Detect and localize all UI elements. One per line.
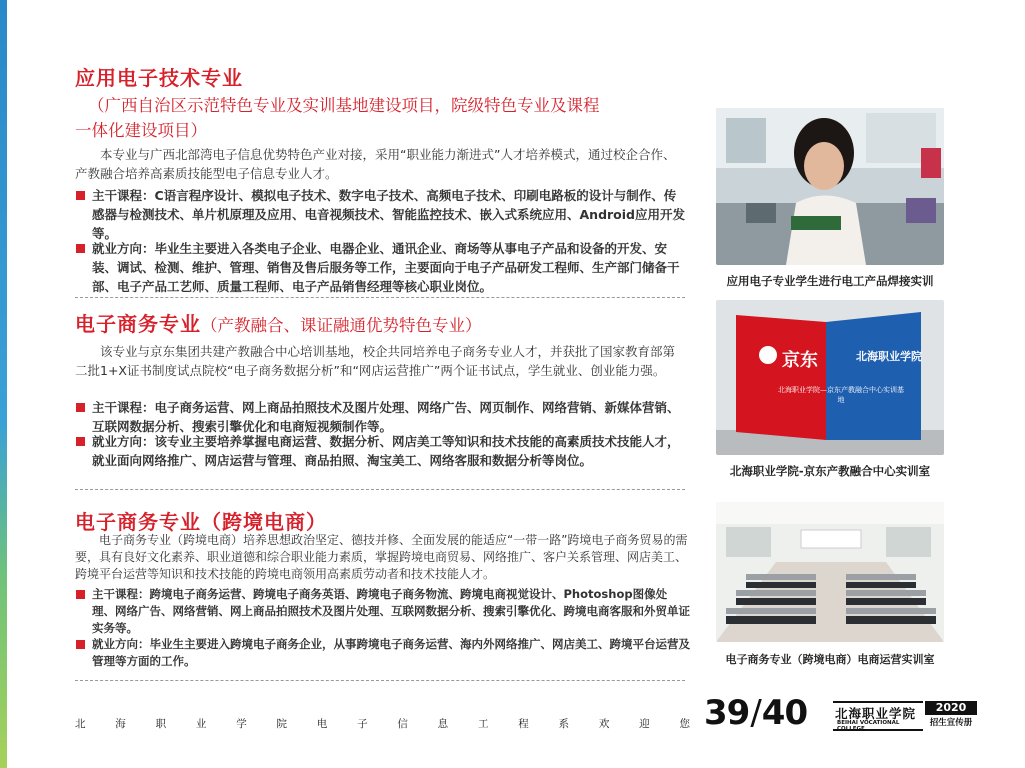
section1-photo-caption: 应用电子专业学生进行电工产品焊接实训: [726, 274, 934, 288]
jobs-label: 就业方向：: [92, 241, 155, 256]
courses-text: 跨境电子商务运营、跨境电子商务英语、跨境电子商务物流、跨境电商视觉设计、Photoshop图像处理、网络广告、网络营销、网上商品拍照技术及图片处理、互联网数据分析、搜索引擎优化、跨境电商客服和外贸单证实务等。: [92, 587, 690, 635]
page-right: 40: [761, 693, 808, 733]
bullet-square: [76, 590, 85, 599]
section1-courses: [92, 186, 688, 243]
jd-logo-icon: [759, 346, 777, 364]
edge-stripe: [0, 0, 7, 768]
footer-char: 业: [195, 718, 207, 730]
section2-intro: 该专业与京东集团共建产教融合中心培训基地，校企共同培养电子商务专业人才，并获批了国家教育部第二批1+X证书制度试点院校“电子商务数据分析”和“网店运营推广”两个证书试点，学生就业、创业能力强。: [75, 344, 676, 378]
jobs-text: 该专业主要培养掌握电商运营、数据分析、网店美工等知识和技术技能的高素质技术技能人才，就业面向网络推广、网店运营与管理、商品拍照、淘宝美工、网络客服和数据分析等岗位。: [92, 434, 680, 468]
courses-label: 主干课程：: [92, 400, 155, 415]
footer-char: 系: [558, 718, 570, 730]
footer-char: 工: [477, 718, 489, 730]
year-badge: [925, 701, 977, 727]
footer-char: 息: [437, 718, 449, 730]
footer-char: 海: [115, 718, 126, 730]
sign-banner: 北海职业学院—京东产教融合中心实训基地: [778, 386, 904, 404]
footer-char: 您: [679, 718, 690, 730]
jobs-label: 就业方向：: [92, 434, 155, 449]
footer-char: 职: [155, 718, 167, 730]
section3-photo-caption: 电子商务专业（跨境电商）电商运营实训室: [725, 653, 935, 666]
section3-title: 电子商务专业（跨境电商）: [75, 510, 327, 534]
section1-subtitle-line1: （广西自治区示范特色专业及实训基地建设项目，院级特色专业及课程: [88, 96, 600, 115]
section2-title: [75, 308, 482, 337]
photo-ecommerce-lab: [716, 502, 944, 642]
page-left: 39: [704, 693, 750, 733]
courses-label: 主干课程：: [92, 188, 155, 203]
lab-photo-image: [716, 502, 944, 642]
footer-slogan: [75, 716, 690, 731]
footer-char: 信: [397, 718, 408, 730]
footer-char: 院: [276, 718, 287, 730]
footer-char: 程: [518, 718, 529, 730]
courses-label: 主干课程：: [92, 587, 150, 601]
section2-title-text: 电子商务专业: [75, 312, 201, 336]
footer-char: 电: [316, 718, 328, 730]
divider-1: [75, 297, 685, 298]
section2-courses: [92, 398, 688, 436]
footer-char: 子: [357, 718, 368, 730]
jobs-label: 就业方向：: [92, 637, 150, 651]
soldering-photo-image: [716, 108, 944, 265]
school-name-en: BEIHAI VOCATIONAL COLLEGE: [837, 720, 900, 732]
school-sign-label: 北海职业学院: [856, 350, 922, 363]
bullet-square: [76, 244, 85, 253]
section2-jobs: [92, 432, 688, 470]
section2-subtitle: （产教融合、课证融通优势特色专业）: [201, 316, 482, 335]
footer-char: 学: [236, 718, 247, 730]
jd-center-photo-image: [716, 300, 944, 455]
section1-title: 应用电子技术专业: [75, 66, 243, 90]
section1-subtitle-line2: 一体化建设项目）: [75, 121, 207, 140]
brochure-label: 招生宣传册: [929, 718, 973, 728]
section2-photo-caption: 北海职业学院-京东产教融合中心实训室: [729, 464, 931, 478]
bullet-square: [76, 437, 85, 446]
divider-2: [75, 489, 685, 490]
section3-jobs: [92, 636, 690, 670]
page-slash: /: [750, 693, 761, 733]
school-name-cn: 北海职业学院: [835, 706, 917, 721]
school-logo: [833, 701, 923, 731]
footer-char: 迎: [639, 718, 650, 730]
courses-text: 电子商务运营、网上商品拍照技术及图片处理、网络广告、网页制作、网络营销、新媒体营销、互联网数据分析、搜索引擎优化和电商短视频制作等。: [92, 400, 680, 434]
photo-jd-center: [716, 300, 944, 455]
jd-sign-label: 京东: [782, 350, 818, 371]
year-label: 2020: [925, 701, 977, 715]
section3-courses: [92, 586, 690, 637]
courses-text: C语言程序设计、模拟电子技术、数字电子技术、高频电子技术、印刷电路板的设计与制作、传感器与检测技术、单片机原理及应用、电音视频技术、智能监控技术、嵌入式系统应用、Android应用开发等。: [92, 188, 686, 241]
photo-soldering: [716, 108, 944, 265]
footer-char: 北: [75, 718, 86, 730]
divider-3: [75, 680, 685, 681]
footer-char: 欢: [598, 718, 610, 730]
section1-intro: 本专业与广西北部湾电子信息优势特色产业对接，采用“职业能力渐进式”人才培养模式，通过校企合作、产教融合培养高素质技能型电子信息专业人才。: [75, 147, 676, 181]
bullet-square: [76, 403, 85, 412]
jobs-text: 毕业生主要进入各类电子企业、电器企业、通讯企业、商场等从事电子产品和设备的开发、安装、调试、检测、维护、管理、销售及售后服务等工作，主要面向于电子产品研发工程师、生产部门储备干部、电子产品工艺师、质量工程师、电子产品销售经理等核心职业岗位。: [92, 241, 680, 294]
jobs-text: 毕业生主要进入跨境电子商务企业，从事跨境电子商务运营、海内外网络推广、网店美工、跨境平台运营及管理等方面的工作。: [92, 637, 690, 668]
section1-jobs: [92, 239, 688, 296]
section3-intro: 电子商务专业（跨境电商）培养思想政治坚定、德技并修、全面发展的能适应“一带一路”跨境电子商务贸易的需要，具有良好文化素养、职业道德和综合职业能力素质，掌握跨境电商贸易、网络推广、客户关系管理、网店美工、跨境平台运营等知识和技术技能的跨境电商领用高素质劳动者和技术技能人才。: [75, 533, 688, 581]
bullet-square: [76, 191, 85, 200]
bullet-square: [76, 640, 85, 649]
page-number: [704, 693, 807, 733]
